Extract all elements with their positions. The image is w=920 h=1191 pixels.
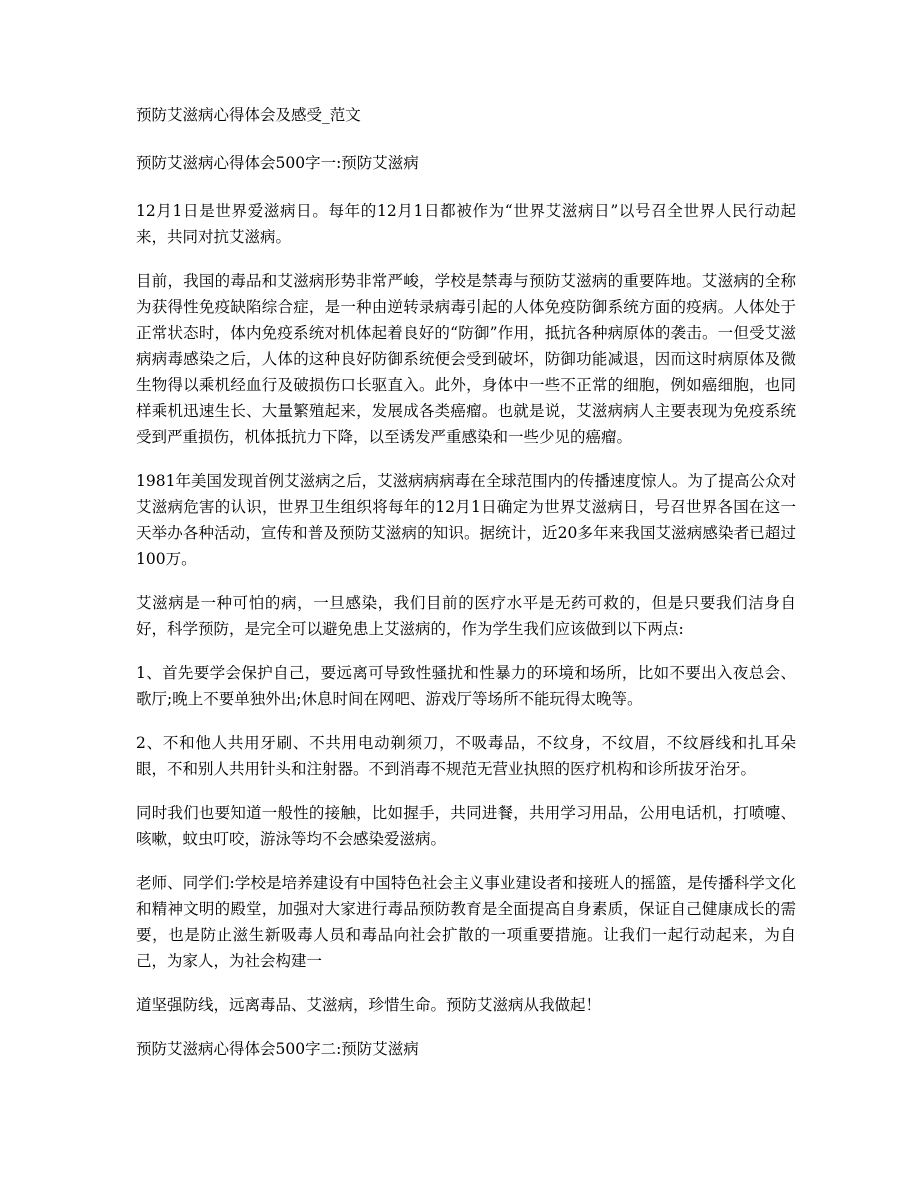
paragraph-point-2: 2、不和他人共用牙刷、不共用电动剃须刀，不吸毒品，不纹身，不纹眉，不纹唇线和扎耳朵眼，不和别人共用针头和注射器。不到消毒不规范无营业执照的医疗机构和诊所拔牙治牙。 bbox=[136, 734, 796, 778]
document-body bbox=[136, 102, 796, 1084]
document-title: 预防艾滋病心得体会及感受_范文 bbox=[136, 106, 361, 124]
paragraph-aids-definition: 目前，我国的毒品和艾滋病形势非常严峻，学校是禁毒与预防艾滋病的重要阵地。艾滋病的全称为获得性免疫缺陷综合症，是一种由逆转录病毒引起的人体免疫防御系统方面的疫病。人体处于正常状态时，体内免疫系统对机体起着良好的“防御”作用，抵抗各种病原体的袭击。一但受艾滋病病毒感染之后，人体的这种良好防御系统便会受到破坏，防御功能减退，因而这时病原体及微生物得以乘机经血行及破损伤口长驱直入。此外，身体中一些不正常的细胞，例如癌细胞，也同样乘机迅速生长、大量繁殖起来，发展成各类癌瘤。也就是说，艾滋病病人主要表现为免疫系统受到严重损伤，机体抵抗力下降，以至诱发严重感染和一些少见的癌瘤。 bbox=[136, 272, 796, 446]
paragraph-call-to-action: 老师、同学们:学校是培养建设有中国特色社会主义事业建设者和接班人的摇篮，是传播科学文化和精神文明的殿堂，加强对大家进行毒品预防教育是全面提高自身素质，保证自己健康成长的需要，也是防止滋生新吸毒人员和毒品向社会扩散的一项重要措施。让我们一起行动起来，为自己，为家人，为社会构建一 bbox=[136, 874, 796, 970]
paragraph-casual-contact: 同时我们也要知道一般性的接触，比如握手，共同进餐，共用学习用品，公用电话机，打喷嚏、咳嗽，蚊虫叮咬，游泳等均不会感染爱滋病。 bbox=[136, 804, 796, 848]
paragraph-point-1: 1、首先要学会保护自己，要远离可导致性骚扰和性暴力的环境和场所，比如不要出入夜总会、歌厅;晚上不要单独外出;休息时间在网吧、游戏厅等场所不能玩得太晚等。 bbox=[136, 664, 796, 708]
paragraph-world-aids-day: 12月1日是世界爱滋病日。每年的12月1日都被作为“世界艾滋病日”以号召全世界人民行动起来，共同对抗艾滋病。 bbox=[136, 202, 796, 246]
paragraph-prevention-intro: 艾滋病是一种可怕的病，一旦感染，我们目前的医疗水平是无药可救的，但是只要我们洁身自好，科学预防，是完全可以避免患上艾滋病的，作为学生我们应该做到以下两点: bbox=[136, 594, 796, 638]
paragraph-aids-history: 1981年美国发现首例艾滋病之后，艾滋病病病毒在全球范围内的传播速度惊人。为了提高公众对艾滋病危害的认识，世界卫生组织将每年的12月1日确定为世界艾滋病日，号召世界各国在这一天举办各种活动，宣传和普及预防艾滋病的知识。据统计，近20多年来我国艾滋病感染者已超过100万。 bbox=[136, 472, 796, 568]
paragraph-closing: 道坚强防线，远离毒品、艾滋病，珍惜生命。预防艾滋病从我做起！ bbox=[136, 996, 602, 1014]
section-heading-1: 预防艾滋病心得体会500字一:预防艾滋病 bbox=[136, 154, 419, 172]
section-heading-2: 预防艾滋病心得体会500字二:预防艾滋病 bbox=[136, 1040, 419, 1058]
